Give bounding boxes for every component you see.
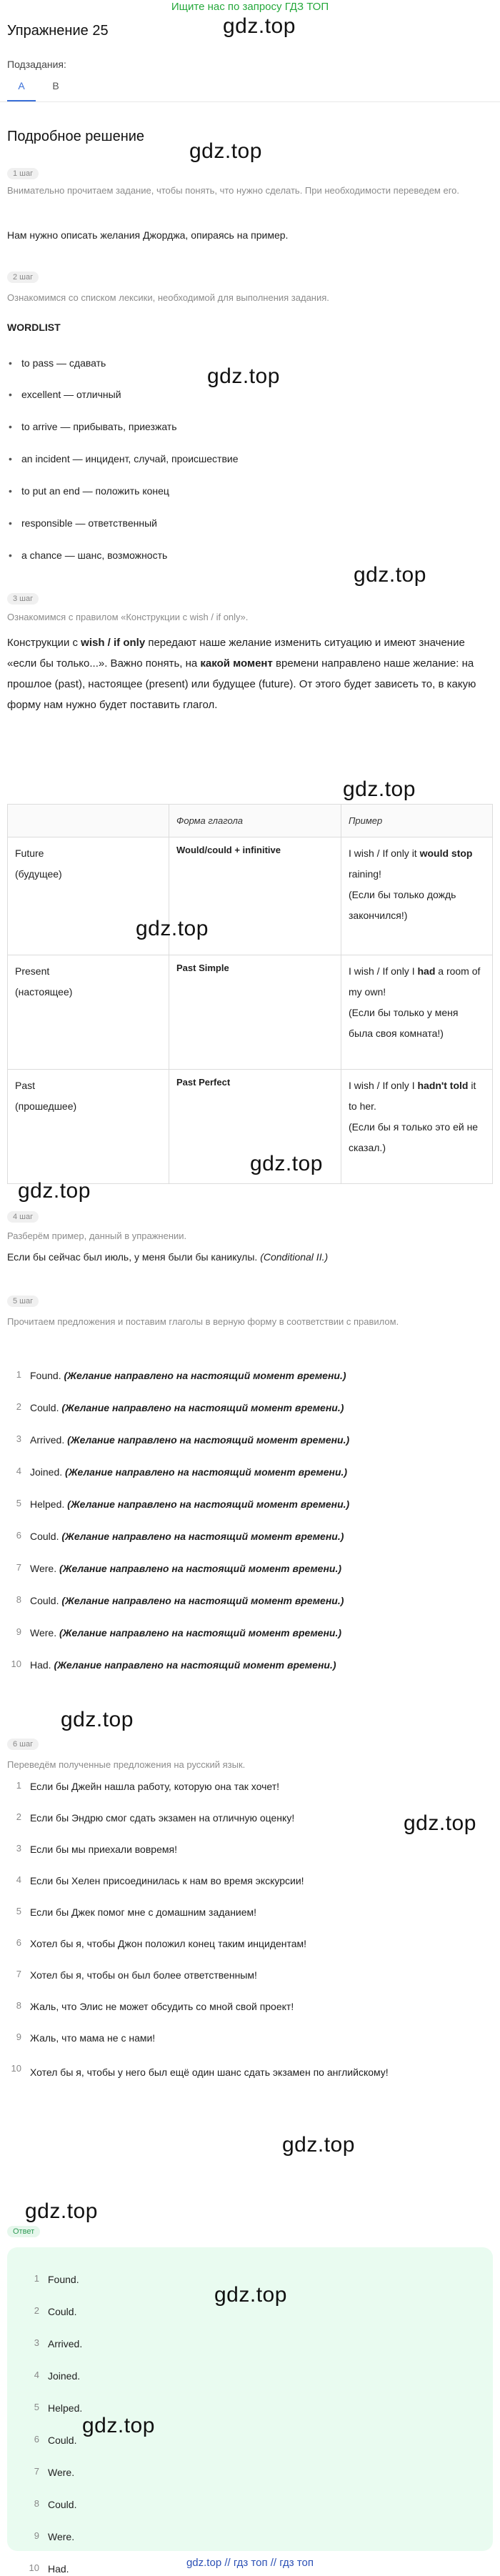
table-header [8, 805, 169, 837]
list-number: 5 [16, 1906, 21, 1916]
list-number: 4 [16, 1874, 21, 1885]
list-number: 9 [34, 2530, 39, 2541]
list-number: 6 [16, 1937, 21, 1948]
list-number: 9 [16, 1626, 21, 1637]
wordlist-item: • responsible — ответственный [21, 517, 157, 529]
table-header: Форма глагола [169, 805, 341, 837]
step1-lead: Внимательно прочитаем задание, чтобы понять, что нужно сделать. При необходимости переведем его. [7, 185, 459, 196]
list-item: Were. [48, 2467, 75, 2478]
step-badge-1: 1 шаг [7, 168, 39, 179]
list-item: Could. [48, 2435, 77, 2446]
tab-b[interactable]: B [52, 80, 59, 91]
list-item: Could. [48, 2306, 77, 2317]
tabs-divider [0, 101, 500, 102]
list-item: Если бы Джек помог мне с домашним заданием! [30, 1906, 257, 1918]
tab-a[interactable]: A [18, 80, 25, 91]
wordlist-item: • excellent — отличный [21, 389, 121, 400]
list-number: 8 [34, 2498, 39, 2509]
step2-lead: Ознакомимся со списком лексики, необходимой для выполнения задания. [7, 292, 329, 303]
list-number: 7 [16, 1969, 21, 1979]
wordlist-item: • to put an end — положить конец [21, 485, 169, 497]
list-number: 6 [34, 2434, 39, 2445]
step4-text: Если бы сейчас был июль, у меня были бы каникулы. (Conditional II.) [7, 1251, 329, 1263]
watermark: gdz.top [82, 2414, 155, 2437]
table-header: Пример [341, 805, 493, 837]
list-item: Жаль, что Элис не может обсудить со мной свой проект! [30, 2001, 294, 2012]
watermark: gdz.top [354, 563, 426, 587]
watermark: gdz.top [136, 917, 209, 940]
list-number: 2 [16, 1811, 21, 1822]
watermark: gdz.top [250, 1152, 323, 1175]
list-item: Жаль, что мама не с нами! [30, 2032, 156, 2044]
list-item: Could. [48, 2499, 77, 2510]
step-badge-4: 4 шаг [7, 1211, 39, 1223]
list-number: 2 [16, 1401, 21, 1412]
wordlist-item: • a chance — шанс, возможность [21, 549, 167, 561]
list-number: 10 [11, 1659, 21, 1669]
list-number: 7 [34, 2466, 39, 2477]
list-number: 2 [34, 2305, 39, 2316]
list-number: 6 [16, 1530, 21, 1541]
list-number: 10 [29, 2562, 39, 2573]
list-number: 9 [16, 2032, 21, 2042]
list-number: 4 [34, 2369, 39, 2380]
rule-text: Конструкции с wish / if only передают наше желание изменить ситуацию и имеют значение «если бы только...». Важно понять, на какой момент времени направлено наше желание: на прошлое (past), настоящее (present) или будущее (future). От этого будет зависеть то, в какую форму нам нужно будет поставить глагол. [7, 637, 476, 711]
watermark: gdz.top [25, 2199, 98, 2223]
watermark: gdz.top [223, 14, 296, 38]
step4-lead: Разберём пример, данный в упражнении. [7, 1230, 187, 1241]
solution-heading: Подробное решение [7, 129, 145, 144]
list-number: 5 [34, 2402, 39, 2412]
watermark: gdz.top [61, 1708, 134, 1731]
list-number: 8 [16, 1594, 21, 1605]
list-item: Если бы мы приехали вовремя! [30, 1844, 177, 1855]
table-row: Present (настоящее) Past Simple I wish / If only I had a room of my own! (Если бы только у меня была своя комната!) [8, 955, 493, 1070]
footer-links[interactable]: gdz.top // гдз топ // гдз топ [186, 2557, 314, 2569]
answer-badge: Ответ [7, 2226, 40, 2237]
list-item: Had. [48, 2563, 69, 2575]
list-item: Were. [48, 2531, 75, 2542]
list-item: Хотел бы я, чтобы он был более ответственным! [30, 1969, 257, 1981]
list-number: 1 [16, 1780, 21, 1791]
watermark: gdz.top [207, 364, 280, 388]
watermark: gdz.top [189, 139, 262, 163]
list-item: Found. [48, 2274, 79, 2285]
step1-text: Нам нужно описать желания Джорджа, опираясь на пример. [7, 229, 289, 241]
list-item: Хотел бы я, чтобы Джон положил конец таким инцидентам! [30, 1938, 307, 1949]
grammar-table [7, 804, 493, 1184]
wordlist-item: • to pass — сдавать [21, 357, 106, 369]
wordlist-item: • to arrive — прибывать, приезжать [21, 421, 177, 432]
step-badge-5: 5 шаг [7, 1296, 39, 1307]
wordlist-title: WORDLIST [7, 322, 61, 333]
search-banner: Ищите нас по запросу ГДЗ ТОП [171, 1, 329, 13]
step-badge-3: 3 шаг [7, 593, 39, 605]
page-title: Упражнение 25 [7, 23, 109, 39]
step-badge-2: 2 шаг [7, 272, 39, 283]
list-item: Arrived. [48, 2338, 83, 2349]
step6-lead: Переведём полученные предложения на русский язык. [7, 1759, 246, 1770]
step-badge-6: 6 шаг [7, 1739, 39, 1750]
watermark: gdz.top [404, 1811, 476, 1835]
list-number: 3 [16, 1843, 21, 1854]
step3-lead: Ознакомимся с правилом «Конструкции с wish / if only». [7, 612, 249, 622]
watermark: gdz.top [282, 2133, 355, 2157]
list-number: 5 [16, 1498, 21, 1508]
list-item: Helped. [48, 2402, 83, 2414]
subtasks-label: Подзадания: [7, 59, 66, 70]
table-row: Future (будущее) Would/could + infinitive I wish / If only it would stop raining! (Если бы только дождь закончился!) [8, 837, 493, 955]
list-item: Если бы Джейн нашла работу, которую она так хочет! [30, 1781, 280, 1792]
watermark: gdz.top [214, 2283, 287, 2307]
list-number: 1 [16, 1369, 21, 1380]
list-item: Joined. [48, 2370, 81, 2382]
list-number: 10 [11, 2063, 21, 2074]
table-row: Past (прошедшее) Past Perfect I wish / If only I hadn't told it to her. (Если бы я только это ей не сказал.) [8, 1070, 493, 1184]
list-item: Хотел бы я, чтобы у него был ещё один шанс сдать экзамен по английскому! [30, 2067, 389, 2078]
step5-lead: Прочитаем предложения и поставим глаголы в верную форму в соответствии с правилом. [7, 1316, 399, 1327]
wordlist-item: • an incident — инцидент, случай, происшествие [21, 453, 239, 464]
list-number: 1 [34, 2273, 39, 2284]
watermark: gdz.top [18, 1179, 91, 1203]
list-item: Если бы Хелен присоединилась к нам во время экскурсии! [30, 1875, 304, 1886]
list-number: 3 [16, 1433, 21, 1444]
list-number: 3 [34, 2337, 39, 2348]
list-item: Если бы Эндрю смог сдать экзамен на отличную оценку! [30, 1812, 295, 1824]
watermark: gdz.top [343, 777, 416, 801]
list-number: 8 [16, 2000, 21, 2011]
list-number: 7 [16, 1562, 21, 1573]
list-number: 4 [16, 1466, 21, 1476]
